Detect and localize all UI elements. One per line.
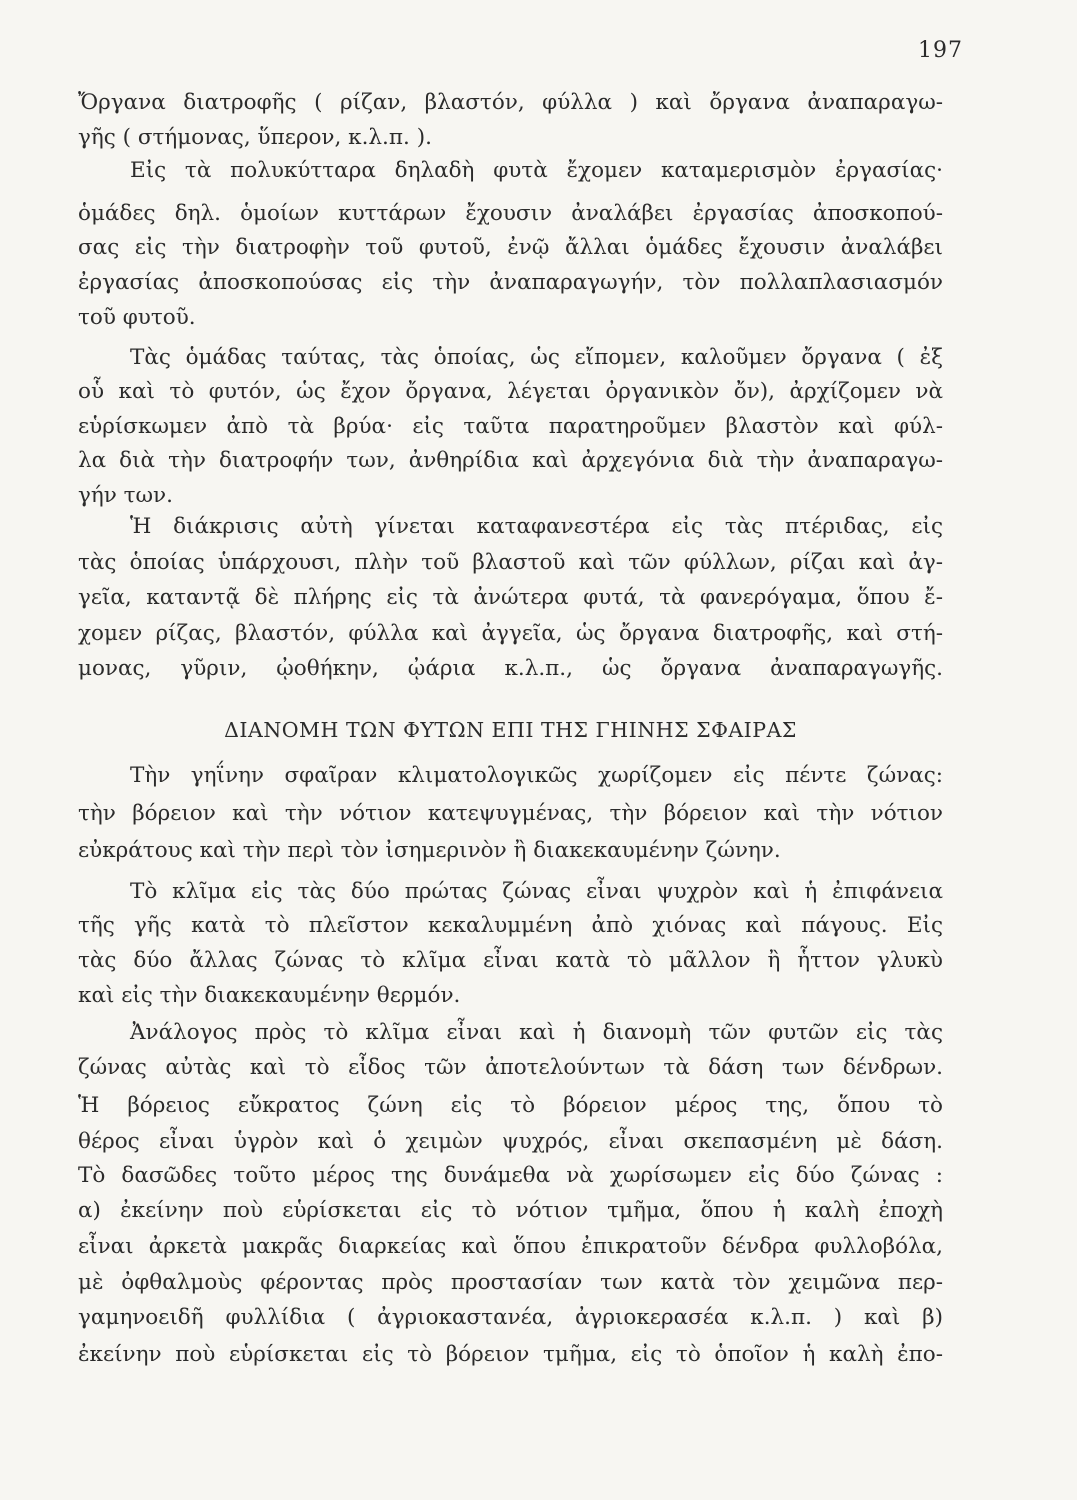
- text-line: Ἡ διάκρισις αὐτὴ γίνεται καταφανεστέρα εἰς τὰς πτέριδας, εἰς: [130, 514, 943, 539]
- text-line: μὲ ὀφθαλμοὺς φέροντας πρὸς προστασίαν των κατὰ τὸν χειμῶνα περ-: [78, 1270, 943, 1295]
- text-line: εὑρίσκωμεν ἀπὸ τὰ βρύα· εἰς ταῦτα παρατηροῦμεν βλαστὸν καὶ φύλ-: [78, 414, 943, 439]
- text-line: Ὄργανα διατροφῆς ( ρίζαν, βλαστόν, φύλλα ) καὶ ὄργανα ἀναπαραγω-: [78, 90, 943, 115]
- text-line: Εἰς τὰ πολυκύτταρα δηλαδὴ φυτὰ ἔχομεν καταμερισμὸν ἐργασίας·: [130, 158, 943, 183]
- text-line: χομεν ρίζας, βλαστόν, φύλλα καὶ ἀγγεῖα, ὡς ὄργανα διατροφῆς, καὶ στή-: [78, 621, 943, 646]
- text-line: ὁμάδες δηλ. ὁμοίων κυττάρων ἔχουσιν ἀναλάβει ἐργασίας ἀποσκοπού-: [78, 201, 943, 226]
- text-line: ἐκείνην ποὺ εὑρίσκεται εἰς τὸ βόρειον τμῆμα, εἰς τὸ ὁποῖον ἡ καλὴ ἐπο-: [78, 1342, 943, 1367]
- text-line: τοῦ φυτοῦ.: [78, 305, 196, 330]
- text-line: γεῖα, καταντᾷ δὲ πλήρης εἰς τὰ ἀνώτερα φυτά, τὰ φανερόγαμα, ὅπου ἔ-: [78, 585, 943, 610]
- text-line: γῆς ( στήμονας, ὕπερον, κ.λ.π. ).: [78, 125, 432, 150]
- text-line: γήν των.: [78, 483, 173, 508]
- text-line: τὰς ὁποίας ὑπάρχουσι, πλὴν τοῦ βλαστοῦ καὶ τῶν φύλλων, ρίζαι καὶ ἀγ-: [78, 550, 943, 575]
- text-line: ζώνας αὐτὰς καὶ τὸ εἶδος τῶν ἀποτελούντων τὰ δάση των δένδρων.: [78, 1055, 943, 1080]
- text-line: καὶ εἰς τὴν διακεκαυμένην θερμόν.: [78, 983, 461, 1008]
- text-line: λα διὰ τὴν διατροφήν των, ἀνθηρίδια καὶ ἀρχεγόνια διὰ τὴν ἀναπαραγω-: [78, 448, 943, 473]
- text-line: Ἀνάλογος πρὸς τὸ κλῖμα εἶναι καὶ ἡ διανομὴ τῶν φυτῶν εἰς τὰς: [130, 1020, 943, 1045]
- page-number: 197: [918, 38, 963, 63]
- section-heading: ΔΙΑΝΟΜΗ ΤΩΝ ΦΥΤΩΝ ΕΠΙ ΤΗΣ ΓΗΙΝΗΣ ΣΦΑΙΡΑΣ: [224, 718, 797, 742]
- text-line: εὐκράτους καὶ τὴν περὶ τὸν ἰσημερινὸν ἢ διακεκαυμένην ζώνην.: [78, 838, 781, 863]
- text-line: Τὸ κλῖμα εἰς τὰς δύο πρώτας ζώνας εἶναι ψυχρὸν καὶ ἡ ἐπιφάνεια: [130, 879, 943, 904]
- text-line: οὗ καὶ τὸ φυτόν, ὡς ἔχον ὄργανα, λέγεται ὀργανικὸν ὄν), ἀρχίζομεν νὰ: [78, 379, 943, 404]
- text-line: σας εἰς τὴν διατροφὴν τοῦ φυτοῦ, ἐνῷ ἄλλαι ὁμάδες ἔχουσιν ἀναλάβει: [78, 235, 943, 260]
- text-line: Τὰς ὁμάδας ταύτας, τὰς ὁποίας, ὡς εἴπομεν, καλοῦμεν ὄργανα ( ἐξ: [130, 345, 943, 370]
- text-line: τὴν βόρειον καὶ τὴν νότιον κατεψυγμένας, τὴν βόρειον καὶ τὴν νότιον: [78, 801, 943, 826]
- text-line: Τὸ δασῶδες τοῦτο μέρος της δυνάμεθα νὰ χωρίσωμεν εἰς δύο ζώνας :: [78, 1163, 943, 1188]
- text-line: γαμηνοειδῆ φυλλίδια ( ἀγριοκαστανέα, ἀγριοκερασέα κ.λ.π. ) καὶ β): [78, 1305, 943, 1330]
- text-line: τὰς δύο ἄλλας ζώνας τὸ κλῖμα εἶναι κατὰ τὸ μᾶλλον ἢ ἧττον γλυκὺ: [78, 948, 943, 973]
- text-line: ἐργασίας ἀποσκοπούσας εἰς τὴν ἀναπαραγωγήν, τὸν πολλαπλασιασμόν: [78, 270, 943, 295]
- text-line: τῆς γῆς κατὰ τὸ πλεῖστον κεκαλυμμένη ἀπὸ χιόνας καὶ πάγους. Εἰς: [78, 913, 943, 938]
- text-line: Ἡ βόρειος εὔκρατος ζώνη εἰς τὸ βόρειον μέρος της, ὅπου τὸ: [78, 1093, 943, 1118]
- text-line: μονας, γῦριν, ᾠοθήκην, ᾠάρια κ.λ.π., ὡς ὄργανα ἀναπαραγωγῆς.: [78, 656, 943, 681]
- text-line: α) ἐκείνην ποὺ εὑρίσκεται εἰς τὸ νότιον τμῆμα, ὅπου ἡ καλὴ ἐποχὴ: [78, 1198, 943, 1223]
- text-line: εἶναι ἀρκετὰ μακρᾶς διαρκείας καὶ ὅπου ἐπικρατοῦν δένδρα φυλλοβόλα,: [78, 1234, 943, 1259]
- text-line: θέρος εἶναι ὑγρὸν καὶ ὁ χειμὼν ψυχρός, εἶναι σκεπασμένη μὲ δάση.: [78, 1129, 943, 1154]
- text-line: Τὴν γηΐνην σφαῖραν κλιματολογικῶς χωρίζομεν εἰς πέντε ζώνας:: [130, 763, 943, 788]
